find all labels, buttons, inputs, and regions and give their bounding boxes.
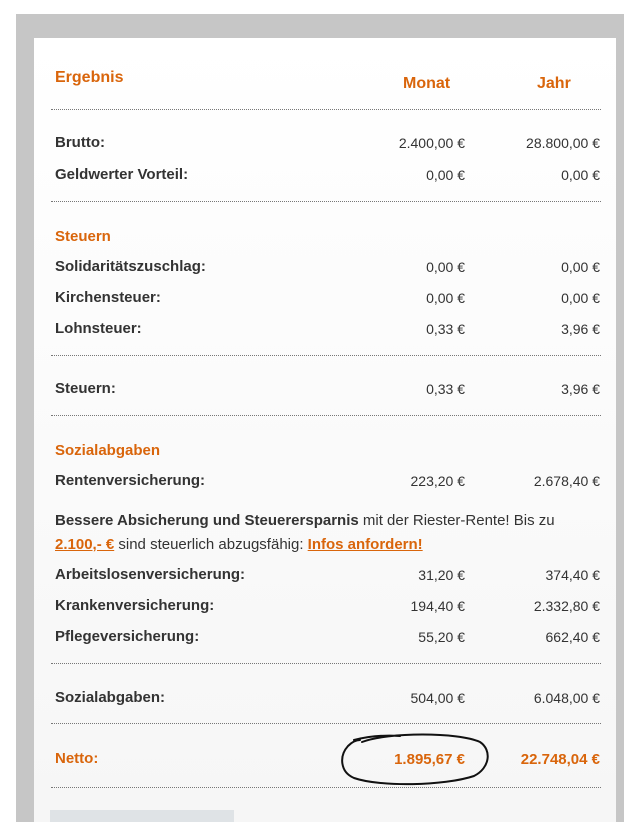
row-month-value: 2.400,00 € <box>398 135 465 151</box>
row-month-value: 0,00 € <box>426 167 465 183</box>
row-label: Sozialabgaben: <box>55 689 166 706</box>
row-label: Rentenversicherung: <box>55 472 206 489</box>
row-rentenversicherung <box>55 472 600 494</box>
row-arbeitslosenversicherung <box>55 566 600 588</box>
row-month-value: 223,20 € <box>410 473 465 489</box>
row-year-value: 2.332,80 € <box>533 598 600 614</box>
riester-amount-link[interactable]: 2.100,- € <box>55 536 115 553</box>
promo-bold-text: Bessere Absicherung und Steuerersparnis <box>55 512 359 529</box>
row-brutto <box>55 134 600 156</box>
row-label: Brutto: <box>55 134 105 151</box>
row-year-value: 0,00 € <box>561 167 600 183</box>
row-month-value: 55,20 € <box>418 629 465 645</box>
divider <box>51 787 601 788</box>
row-year-value: 2.678,40 € <box>533 473 600 489</box>
row-year-value: 28.800,00 € <box>526 135 600 151</box>
thumbnail-image <box>50 810 234 822</box>
result-title: Ergebnis <box>55 69 124 86</box>
divider <box>51 201 601 202</box>
row-month-value: 0,00 € <box>426 259 465 275</box>
netto-month-value: 1.895,67 € <box>394 751 465 768</box>
row-lohnsteuer <box>55 320 600 342</box>
row-month-value: 504,00 € <box>410 690 465 706</box>
row-month-value: 0,00 € <box>426 290 465 306</box>
row-steuern-total <box>55 380 600 402</box>
row-month-value: 31,20 € <box>418 567 465 583</box>
promo-text: sind steuerlich abzugsfähig: <box>114 536 308 553</box>
row-label: Krankenversicherung: <box>55 597 215 614</box>
divider <box>51 355 601 356</box>
row-year-value: 662,40 € <box>545 629 600 645</box>
row-solidaritaetszuschlag <box>55 258 600 280</box>
divider <box>51 109 601 110</box>
row-label: Pflegeversicherung: <box>55 628 200 645</box>
row-label: Steuern: <box>55 380 116 397</box>
row-krankenversicherung <box>55 597 600 619</box>
promo-text: mit der Riester-Rente! Bis zu <box>358 512 555 529</box>
row-year-value: 3,96 € <box>561 381 600 397</box>
row-label: Geldwerter Vorteil: <box>55 166 189 183</box>
row-month-value: 194,40 € <box>410 598 465 614</box>
row-pflegeversicherung <box>55 628 600 650</box>
row-sozialabgaben-total <box>55 689 600 711</box>
row-label: Kirchensteuer: <box>55 289 161 306</box>
infos-anfordern-link[interactable]: Infos anfordern! <box>307 536 423 553</box>
row-label: Lohnsteuer: <box>55 320 142 337</box>
row-kirchensteuer <box>55 289 600 311</box>
row-month-value: 0,33 € <box>426 321 465 337</box>
hand-drawn-circle-annotation <box>340 730 490 786</box>
column-year-header: Jahr <box>537 75 571 92</box>
divider <box>51 723 601 724</box>
row-label: Arbeitslosenversicherung: <box>55 566 246 583</box>
section-title-sozialabgaben: Sozialabgaben <box>55 442 161 459</box>
section-title-steuern: Steuern <box>55 228 111 245</box>
divider <box>51 415 601 416</box>
row-year-value: 374,40 € <box>545 567 600 583</box>
row-label: Netto: <box>55 750 99 767</box>
divider <box>51 663 601 664</box>
row-label: Solidaritätszuschlag: <box>55 258 206 275</box>
row-netto <box>55 750 600 772</box>
row-year-value: 0,00 € <box>561 259 600 275</box>
netto-year-value: 22.748,04 € <box>520 751 600 768</box>
row-month-value: 0,33 € <box>426 381 465 397</box>
riester-promo-text <box>55 509 603 557</box>
row-year-value: 6.048,00 € <box>533 690 600 706</box>
row-geldwerter-vorteil <box>55 166 600 188</box>
column-month-header: Monat <box>403 75 451 92</box>
row-year-value: 3,96 € <box>561 321 600 337</box>
row-year-value: 0,00 € <box>561 290 600 306</box>
